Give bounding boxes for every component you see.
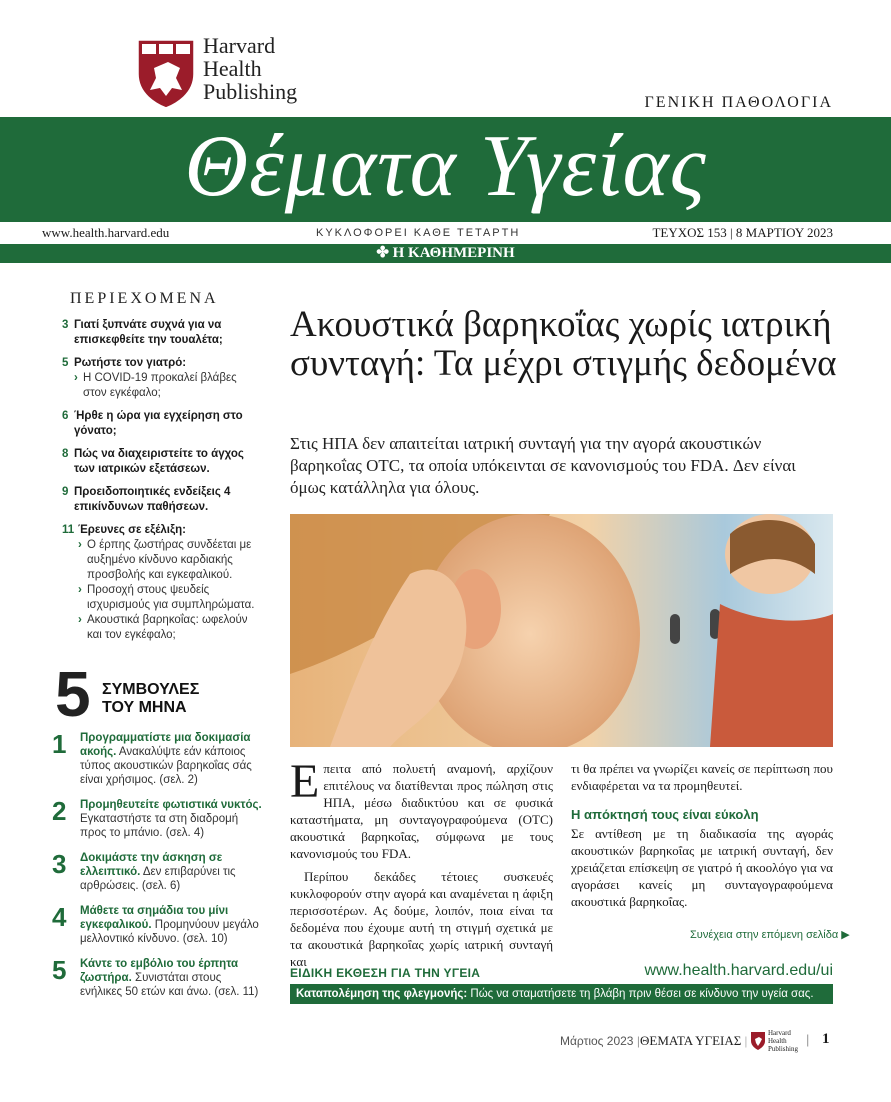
toc-item[interactable]: 5 Ρωτήστε τον γιατρό: › Η COVID-19 προκαλεί βλάβες στον εγκέφαλο; [62,357,237,399]
special-report-bar[interactable]: Καταπολέμηση της φλεγμονής: Πώς να σταματήσετε τη βλάβη πριν θέσει σε κίνδυνο την υγεία σας. [290,984,833,1004]
page-number: 1 [822,1031,830,1047]
drop-cap: Ε [290,755,320,808]
tip-item: 3 Δοκιμάστε την άσκηση σε ελλειπτικό. Δεν επιβαρύνει τις αρθρώσεις. (σελ. 6) [52,849,236,892]
website-link[interactable]: www.health.harvard.edu [42,225,170,240]
newspaper-banner: ✤ Η ΚΑΘΗΜΕΡΙΝΗ [0,244,891,263]
tip-item: 4 Μάθετε τα σημάδια του μίνι εγκεφαλικού. Προμηνύουν μεγάλο μελλοντικό κίνδυνο. (σελ. 10) [52,902,259,945]
toc-item[interactable]: 8 Πώς να διαχειριστείτε το άγχος των ιατρικών εξετάσεων. [62,448,244,475]
toc-item[interactable]: 9 Προειδοποιητικές ενδείξεις 4 επικίνδυνων παθήσεων. [62,486,231,513]
publisher-logo-text: Harvard Health Publishing [203,33,298,104]
article-column-1: Επειτα από πολυετή αναμονή, αρχίζουν επιτέλους να διατίθενται προς πώληση στις ΗΠΑ, μέσω διαδικτύου και σε φυσικά καταστήματα, μη συνταγογραφούμενα (OTC) ακουστικά βαρηκοΐας, σύμφωνα με τους κανονισμούς του FDA. Περίπου δεκάδες τέτοιες συσκευές κυκλοφορούν στην αγορά και αναμένεται η άφιξη περισσοτέρων. Ας δούμε, λοιπόν, ποια είναι τα δεδομένα που έχουμε αυτή τη στιγμή σχετικά με τα ακουστικά βαρηκοΐας χωρίς ιατρική συνταγή και [290,755,553,969]
newspaper-name: Η ΚΑΘΗΜΕΡΙΝΗ [392,245,515,261]
toc-title: ΠΕΡΙΕΧΟΜΕΝΑ [70,290,219,307]
section-title: ΓΕΝΙΚΗ ΠΑΘΟΛΟΓΙΑ [644,94,833,111]
special-report-url[interactable]: www.health.harvard.edu/ui [644,962,833,979]
tips-list [52,731,262,1010]
tips-number: 5 [55,658,91,730]
special-report-label: ΕΙΔΙΚΗ ΕΚΘΕΣΗ ΓΙΑ ΤΗΝ ΥΓΕΙΑ [290,966,481,980]
article-photo [290,514,833,747]
masthead-title: Θέματα Υγείας [184,118,707,215]
footer-logo-text: Harvard Health Publishing [768,1029,798,1053]
article-headline: Ακουστικά βαρηκοΐας χωρίς ιατρική συνταγή: Τα μέχρι στιγμής δεδομένα [290,304,837,384]
footer-separator: | [806,1032,810,1047]
continued-link[interactable]: Συνέχεια στην επόμενη σελίδα ▶ [690,929,850,941]
article-dek: Στις ΗΠΑ δεν απαιτείται ιατρική συνταγή για την αγορά ακουστικών βαρηκοΐας OTC, τα οποία υπόκεινται σε κανονισμούς του FDA. Δεν είναι όμως κατάλληλα για όλους. [290,434,796,497]
toc-item[interactable]: 11 Έρευνες σε εξέλιξη: › Ο έρπης ζωστήρας συνδέεται με αυξημένο κίνδυνο καρδιακής προσβολής και εγκεφαλικού. › Προσοχή στους ψευδείς ισχυρισμούς για συμπληρώματα. › Ακουστικά βαρηκοΐας: ωφελούν και τον εγκέφαλο; [62,524,255,641]
harvard-shield-icon [136,38,196,110]
article-column-2: τι θα πρέπει να γνωρίζει κανείς σε περίπτωση που ενδιαφέρεται να τα προμηθευτεί. Η απόκτησή τους είναι εύκολη Σε αντίθεση με τη διαδικασία της αγοράς ακουστικών βαρηκοΐας με ιατρική συνταγή, δεν χρειάζεται επίσκεψη σε γιατρό ή ακοολόγο για να αγοράσει κανείς μη συνταγογραφούμενα ακουστικά βαρηκοΐας. [571,761,833,909]
circulation-note: ΚΥΚΛΟΦΟΡΕΙ ΚΑΘΕ ΤΕΤΑΡΤΗ [316,227,521,239]
footer-title: ΘΕΜΑΤΑ ΥΓΕΙΑΣ | [640,1033,748,1048]
tip-item: 5 Κάντε το εμβόλιο του έρπητα ζωστήρα. Συνιστάται στους ενήλικες 50 ετών και άνω. (σελ. 11) [52,955,259,998]
footer-date: Μάρτιος 2023 | [560,1034,640,1048]
tip-item: 2 Προμηθευτείτε φωτιστικά νυκτός. Εγκαταστήστε τα στη διαδρομή προς το μπάνιο. (σελ. 4) [52,796,262,839]
tip-item: 1 Προγραμματίστε μια δοκιμασία ακοής. Ανακαλύψτε εάν κάποιος τύπος ακουστικών βαρηκοΐας σάς είναι χρήσιμος. (σελ. 2) [52,729,252,786]
tips-title: ΣΥΜΒΟΥΛΕΣ ΤΟΥ ΜΗΝΑ [102,681,200,716]
issue-info: ΤΕΥΧΟΣ 153 | 8 ΜΑΡΤΙΟΥ 2023 [652,225,833,240]
article-subhead: Η απόκτησή τους είναι εύκολη [571,807,759,822]
toc-item[interactable]: 6 Ήρθε η ώρα για εγχείρηση στο γόνατο; [62,410,243,437]
toc-item[interactable]: 3 Γιατί ξυπνάτε συχνά για να επισκεφθείτε την τουαλέτα; [62,319,223,346]
table-of-contents [62,318,262,651]
footer-shield-icon [750,1031,766,1051]
